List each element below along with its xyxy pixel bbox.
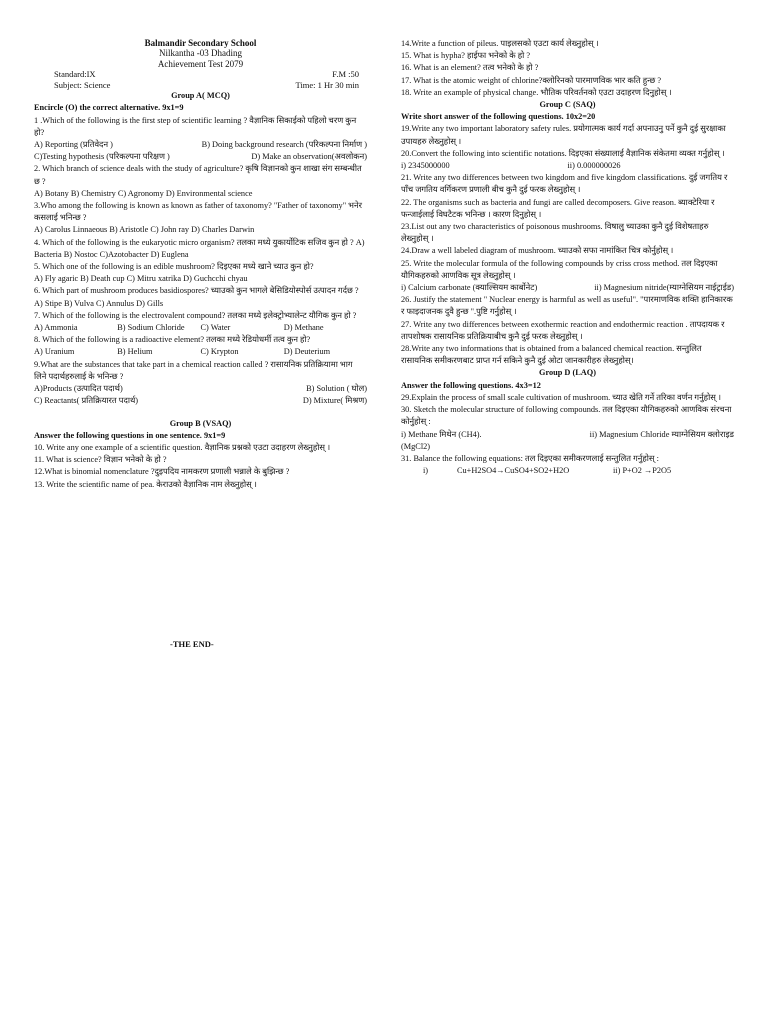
option: B) Helium xyxy=(117,347,153,357)
question-26: 26. Justify the statement " Nuclear energy is harmful as well as useful". "पारमाणविक शक्ति हानिकारक र फाइदाजनक दुवै हुन्छ ".पुष्टि गर्नुहोस् । xyxy=(401,295,733,317)
subject-label: Subject: Science xyxy=(54,79,111,90)
question-13: 13. Write the scientific name of pea. केराउको वैज्ञानिक नाम लेख्नुहोस् । xyxy=(34,479,257,489)
school-name: Balmandir Secondary School xyxy=(144,38,257,48)
question-3-options: A) Carolus Linnaeous B) Aristotle C) John ray D) Charles Darwin xyxy=(34,225,255,235)
the-end: -THE END- xyxy=(170,639,214,649)
group-b-instruction: Answer the following questions in one sentence. 9x1=9 xyxy=(34,430,226,440)
option: i) Methane मिथेन (CH4). xyxy=(401,429,482,439)
school-address: Nilkantha -03 Dhading xyxy=(159,48,242,59)
option: ii) Magnesium nitride(म्याग्नेसियम नाईट्राईड) xyxy=(594,283,734,293)
question-11: 11. What is science? विज्ञान भनेको के हो ? xyxy=(34,455,167,465)
option: D) Mixture( मिश्रण) xyxy=(302,396,367,406)
question-21: 21. Write any two differences between two kingdom and five kingdom classifications. दुई जगतिय र पाँच जगतिय वर्गिकरण प्रणाली बीच कुनै दुई फरक लेख्नुहोस् । xyxy=(401,173,728,195)
question-20-parts xyxy=(401,160,734,172)
question-1-options-cd xyxy=(34,151,367,163)
option: C)Testing hypothesis (परिकल्पना परिक्षण ) xyxy=(34,152,170,162)
standard-label: Standard:IX xyxy=(54,69,96,80)
question-19: 19.Write any two important laboratory safety rules. प्रयोगात्मक कार्य गर्दा अपनाउनु पर्ने कुनै दुई सुरक्षाका उपायहरु लेख्नुहोस् । xyxy=(401,124,726,146)
option: C) Reactants( प्रतिक्रियारत पदार्थ) xyxy=(34,396,139,406)
question-8-options xyxy=(34,346,367,358)
question-8: 8. Which of the following is a radioactive element? तलका मध्ये रेडियोधर्मी तत्व कुन हो? xyxy=(34,335,311,345)
question-31-parts xyxy=(401,465,734,477)
option: A) Reporting (प्रतिवेदन ) xyxy=(34,140,113,150)
question-27: 27. Write any two differences between exothermic reaction and endothermic reaction . तापदायक र तापशोषक रासायनिक प्रतिक्रियाबीच कुनै दुई फरक लेख्नुहोस् । xyxy=(401,319,725,341)
option: A) Ammonia xyxy=(34,323,78,333)
question-31: 31. Balance the following equations: तल दिइएका समीकरणलाई सन्तुलित गर्नुहोस् : xyxy=(401,453,659,463)
question-20: 20.Convert the following into scientific notations. दिइएका संख्यालाई वैज्ञानिक संकेतमा व्यक्त गर्नुहोस् । xyxy=(401,148,725,158)
question-9: 9.What are the substances that take part in a chemical reaction called ? रासायनिक प्रतिक्रियामा भाग लिने पदार्थहरुलाई के भनिन्छ ? xyxy=(34,359,353,381)
option: A) Uranium xyxy=(34,347,75,357)
group-c-instruction: Write short answer of the following questions. 10x2=20 xyxy=(401,112,596,122)
left-column xyxy=(34,38,367,491)
option: D) Make an observation(अवलोकन) xyxy=(251,152,367,162)
option: ii) Magnesium Chloride म्याग्नेसियम क्लोराइड xyxy=(589,429,734,439)
question-30: 30. Sketch the molecular structure of following compounds. तल दिइएका यौगिकहरुको आणविक संरचना कोर्नुहोस् : xyxy=(401,405,732,427)
group-a-title: Group A( MCQ) xyxy=(171,91,230,101)
group-c-title: Group C (SAQ) xyxy=(539,100,596,110)
question-7-options xyxy=(34,322,367,334)
group-d-title: Group D (LAQ) xyxy=(538,368,596,378)
question-29: 29.Explain the process of small scale cultivation of mushroom. च्याउ खेति गर्ने तरिका वर्णन गर्नुहोस् । xyxy=(401,392,722,402)
meta-row-1 xyxy=(34,69,367,80)
option: D) Deuterium xyxy=(283,347,331,357)
option: B) Sodium Chloride xyxy=(117,323,185,333)
question-9-options-ab xyxy=(34,383,367,395)
option: C) Krypton xyxy=(200,347,239,357)
question-6: 6. Which part of mushroom produces basidiospores? च्याउको कुन भागले बेसिडियोस्पोर्स उत्पादन गर्दछ ? A) Stipe B) Vulva C) Annulus D) Gills xyxy=(34,286,359,308)
question-28: 28.Write any two informations that is obtained from a balanced chemical reaction. सन्तुलित रासायनिक समीकरणबाट प्राप्त गर्न सकिने कुनै दुई ओटा जानकारीहरु लेख्नुहोस्। xyxy=(401,344,702,366)
option: B) Solution ( घोल) xyxy=(306,384,367,394)
question-17: 17. What is the atomic weight of chlorine?क्लोरिनको पारमाणविक भार कति हुन्छ ? xyxy=(401,75,662,85)
question-2: 2. Which branch of science deals with the study of agriculture? कृषि विज्ञानको कुन शाखा संग सम्बन्धीत छ ? xyxy=(34,164,362,186)
option: A)Products (उत्पादित पदार्थ) xyxy=(34,384,123,394)
option: i) Calcium carbonate (क्याल्सियम कार्बोनेट) xyxy=(401,283,538,293)
question-5-options: A) Fly agaric B) Death cup C) Mitru xatrika D) Guchcchi chyau xyxy=(34,274,248,284)
exam-name: Achievement Test 2079 xyxy=(157,58,244,69)
question-18: 18. Write an example of physical change. भौतिक परिवर्तनको एउटा उदाहरण दिनुहोस् । xyxy=(401,87,672,97)
question-3: 3.Who among the following is known as known as father of taxonomy? "Father of taxonomy" भनेर कसलाई भनिन्छ ? xyxy=(34,201,362,223)
time-label: Time: 1 Hr 30 min xyxy=(295,79,359,90)
group-a-instruction: Encircle (O) the correct alternative. 9x1=9 xyxy=(34,103,184,113)
question-25-parts xyxy=(401,282,734,294)
full-marks: F.M :50 xyxy=(332,69,359,80)
group-b-title: Group B (VSAQ) xyxy=(169,418,232,428)
question-30-formula: (MgCl2) xyxy=(401,441,431,451)
question-14: 14.Write a function of pileus. पाइलसको एउटा कार्य लेख्नुहोस् । xyxy=(401,39,599,48)
equation-2: ii) P+O2 →P2O5 xyxy=(613,466,672,476)
question-2-options: A) Botany B) Chemistry C) Agronomy D) Environmental science xyxy=(34,188,253,198)
meta-row-2 xyxy=(34,80,367,91)
question-30-parts xyxy=(401,429,734,441)
option: B) Doing background research (परिकल्पना निर्माण ) xyxy=(201,140,367,150)
question-23: 23.List out any two characteristics of poisonous mushrooms. विषालु च्याउका कुनै दुई विशेषताहरु लेख्नुहोस् । xyxy=(401,222,709,244)
question-7: 7. Which of the following is the electrovalent compound? तलका मध्ये इलेक्ट्रोभ्यालेन्ट यौगिक कुन हो ? xyxy=(34,310,357,320)
question-4: 4. Which of the following is the eukaryotic micro organism? तलका मध्ये युकार्योटिक सजिव कुन हो ? A) Bacteria B) Nostoc C)Azotobacter D) Euglena xyxy=(34,237,365,259)
question-10: 10. Write any one example of a scientific question. वैज्ञानिक प्रश्नको एउटा उदाहरण लेख्नुहोस् । xyxy=(34,442,331,452)
option: ii) 0.000000026 xyxy=(567,161,621,171)
option: D) Methane xyxy=(283,323,324,333)
question-24: 24.Draw a well labeled diagram of mushroom. च्याउको सफा नामांकित चित्र कोर्नुहोस् । xyxy=(401,246,674,256)
question-12: 12.What is binomial nomenclature ?दुइपदिय नामकरण प्रणाली भन्नाले के बुझिन्छ ? xyxy=(34,467,290,477)
group-d-instruction: Answer the following questions. 4x3=12 xyxy=(401,380,541,390)
question-1: 1 .Which of the following is the first step of scientific learning ? वैज्ञानिक सिकाईको पहिलो चरण कुन हो? xyxy=(34,115,357,137)
option-label: i) xyxy=(423,466,429,476)
right-column xyxy=(401,38,734,477)
question-1-options-ab xyxy=(34,139,367,151)
question-5: 5. Which one of the following is an edible mushroom? दिइएका मध्ये खाने च्याउ कुन हो? xyxy=(34,262,314,272)
question-16: 16. What is an element? तत्व भनेको के हो ? xyxy=(401,63,539,73)
option: i) 2345000000 xyxy=(401,161,450,171)
question-22: 22. The organisms such as bacteria and fungi are called decomposers. Give reason. ब्याक्टेरिया र फन्जाईलाई विघटैटक भनिन्छ । कारण दिनुहोस् । xyxy=(401,197,715,219)
option: C) Water xyxy=(200,323,231,333)
equation-1: Cu+H2SO4→CuSO4+SO2+H2O xyxy=(457,466,570,476)
question-15: 15. What is hypha? हाईफा भनेको के हो ? xyxy=(401,51,531,61)
question-25: 25. Write the molecular formula of the following compounds by criss cross method. तल दिइएका यौगिकहरुको आणविक सूत्र लेख्नुहोस् । xyxy=(401,258,718,280)
question-9-options-cd xyxy=(34,395,367,407)
